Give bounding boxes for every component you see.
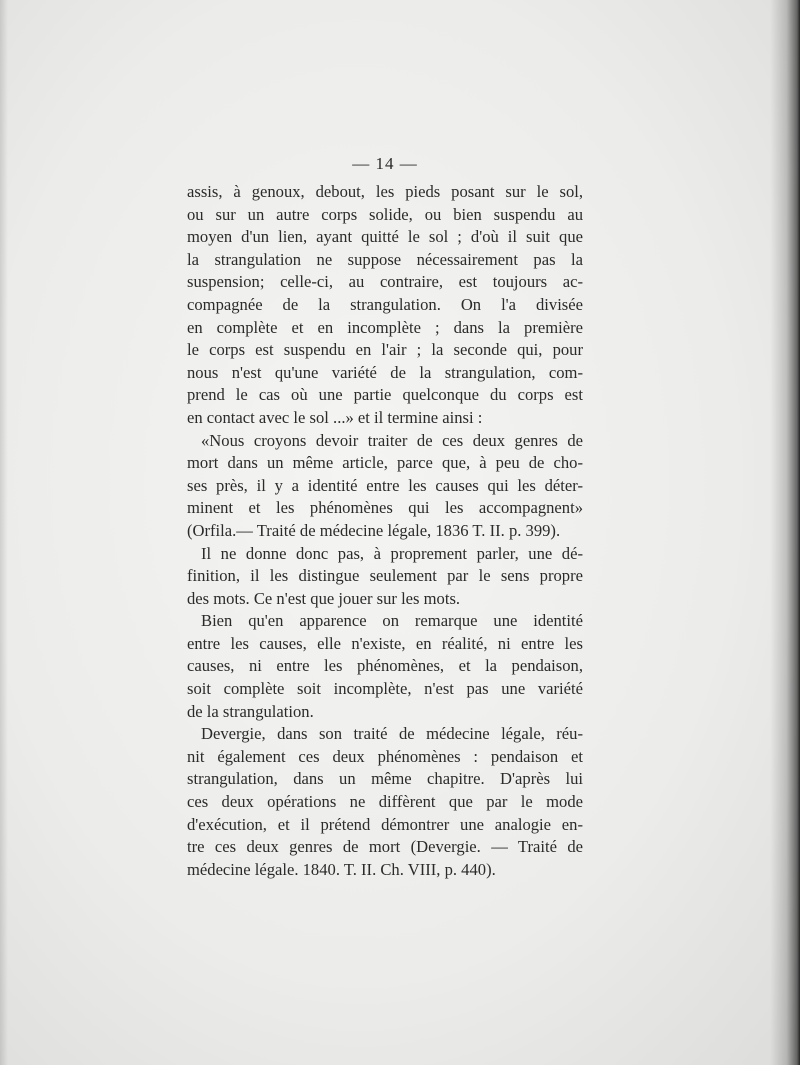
text-line: nit également ces deux phénomènes : pendaison et bbox=[187, 746, 583, 766]
text-line: causes, ni entre les phénomènes, et la pendaison, bbox=[187, 656, 583, 676]
text-line: (Orfila.— Traité de médecine légale, 1836 T. II. p. 399). bbox=[187, 520, 561, 540]
paragraph bbox=[187, 723, 583, 881]
text-line: suspension; celle-ci, au contraire, est toujours ac- bbox=[187, 272, 583, 292]
text-line: la strangulation ne suppose nécessairement pas la bbox=[187, 249, 583, 269]
text-line: nous n'est qu'une variété de la strangulation, com- bbox=[187, 362, 583, 382]
text-line: en contact avec le sol ...» et il termine ainsi : bbox=[187, 407, 483, 427]
text-line: Il ne donne donc pas, à proprement parler, une dé- bbox=[201, 543, 583, 563]
text-line: Devergie, dans son traité de médecine légale, réu- bbox=[201, 724, 583, 744]
text-line: mort dans un même article, parce que, à peu de cho- bbox=[187, 453, 583, 473]
text-line: assis, à genoux, debout, les pieds posant sur le sol, bbox=[187, 182, 583, 201]
text-line: minent et les phénomènes qui les accompagnent» bbox=[187, 498, 583, 518]
text-line: ou sur un autre corps solide, ou bien suspendu au bbox=[187, 204, 583, 224]
text-line: strangulation, dans un même chapitre. D'après lui bbox=[187, 769, 583, 789]
paragraph bbox=[187, 610, 583, 723]
text-line: Bien qu'en apparence on remarque une identité bbox=[201, 611, 583, 631]
text-line: ces deux opérations ne diffèrent que par le mode bbox=[187, 792, 583, 812]
text-line: soit complète soit incomplète, n'est pas une variété bbox=[187, 679, 583, 699]
text-line: médecine légale. 1840. T. II. Ch. VIII, p. 440). bbox=[187, 859, 496, 879]
body-text bbox=[187, 181, 583, 881]
text-line: le corps est suspendu en l'air ; la seconde qui, pour bbox=[187, 340, 583, 360]
paragraph bbox=[187, 181, 583, 430]
text-line: d'exécution, et il prétend démontrer une analogie en- bbox=[187, 814, 583, 834]
paragraph bbox=[187, 430, 583, 543]
page-binding-shadow bbox=[770, 0, 800, 1065]
text-line: compagnée de la strangulation. On l'a divisée bbox=[187, 294, 583, 314]
page-number: — 14 — bbox=[352, 154, 418, 173]
text-line: finition, il les distingue seulement par le sens propre bbox=[187, 566, 583, 586]
text-line: entre les causes, elle n'existe, en réalité, ni entre les bbox=[187, 633, 583, 653]
text-line: en complète et en incomplète ; dans la première bbox=[187, 317, 583, 337]
text-line: des mots. Ce n'est que jouer sur les mots. bbox=[187, 588, 461, 608]
paragraph bbox=[187, 543, 583, 611]
text-line: prend le cas où une partie quelconque du corps est bbox=[187, 385, 583, 405]
text-line: «Nous croyons devoir traiter de ces deux genres de bbox=[201, 430, 583, 450]
text-line: de la strangulation. bbox=[187, 701, 314, 721]
text-line: moyen d'un lien, ayant quitté le sol ; d'où il suit que bbox=[187, 227, 583, 247]
text-line: tre ces deux genres de mort (Devergie. — Traité de bbox=[187, 837, 583, 857]
text-line: ses près, il y a identité entre les causes qui les déter- bbox=[187, 475, 583, 495]
